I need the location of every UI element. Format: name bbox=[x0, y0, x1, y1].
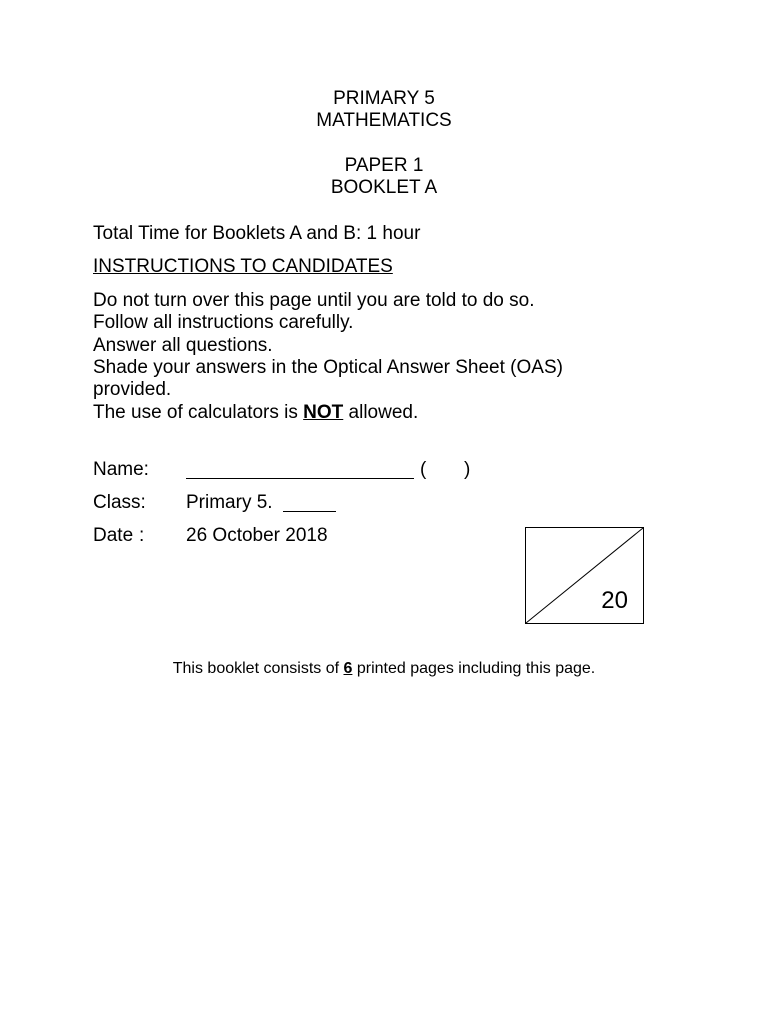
calculator-rule bbox=[93, 402, 418, 424]
score-box[interactable] bbox=[525, 527, 644, 624]
index-close-paren: ) bbox=[464, 459, 471, 480]
subject-title: MATHEMATICS bbox=[316, 110, 452, 131]
footer-suffix: printed pages including this page. bbox=[352, 660, 596, 677]
date-value: 26 October 2018 bbox=[186, 525, 328, 546]
instruction-line: Follow all instructions carefully. bbox=[93, 312, 354, 333]
instruction-line: Answer all questions. bbox=[93, 335, 273, 356]
footer-note bbox=[0, 659, 768, 679]
instruction-line: Do not turn over this page until you are told to do so. bbox=[93, 290, 535, 311]
score-total: 20 bbox=[601, 587, 628, 614]
class-label: Class: bbox=[93, 492, 146, 513]
class-value: Primary 5. bbox=[186, 492, 273, 513]
instruction-line: Shade your answers in the Optical Answer Sheet (OAS) bbox=[93, 357, 563, 378]
date-label: Date bbox=[93, 525, 134, 546]
instructions-heading: INSTRUCTIONS TO CANDIDATES bbox=[93, 256, 393, 277]
calculator-rule-prefix: The use of calculators is bbox=[93, 402, 304, 423]
index-open-paren: ( bbox=[420, 459, 427, 480]
instruction-line: provided. bbox=[93, 379, 172, 400]
footer-prefix: This booklet consists of bbox=[172, 660, 344, 677]
page-count: 6 bbox=[343, 660, 353, 677]
date-colon: : bbox=[139, 525, 145, 546]
paper-title: PAPER 1 bbox=[344, 155, 424, 176]
calculator-rule-suffix: allowed. bbox=[343, 402, 419, 423]
level-title: PRIMARY 5 bbox=[333, 88, 435, 109]
total-time: Total Time for Booklets A and B: 1 hour bbox=[93, 223, 421, 244]
name-label: Name: bbox=[93, 459, 149, 480]
name-field[interactable] bbox=[186, 460, 414, 479]
calculator-rule-emphasis: NOT bbox=[303, 402, 344, 423]
booklet-title: BOOKLET A bbox=[330, 177, 438, 198]
class-field[interactable] bbox=[283, 493, 336, 512]
